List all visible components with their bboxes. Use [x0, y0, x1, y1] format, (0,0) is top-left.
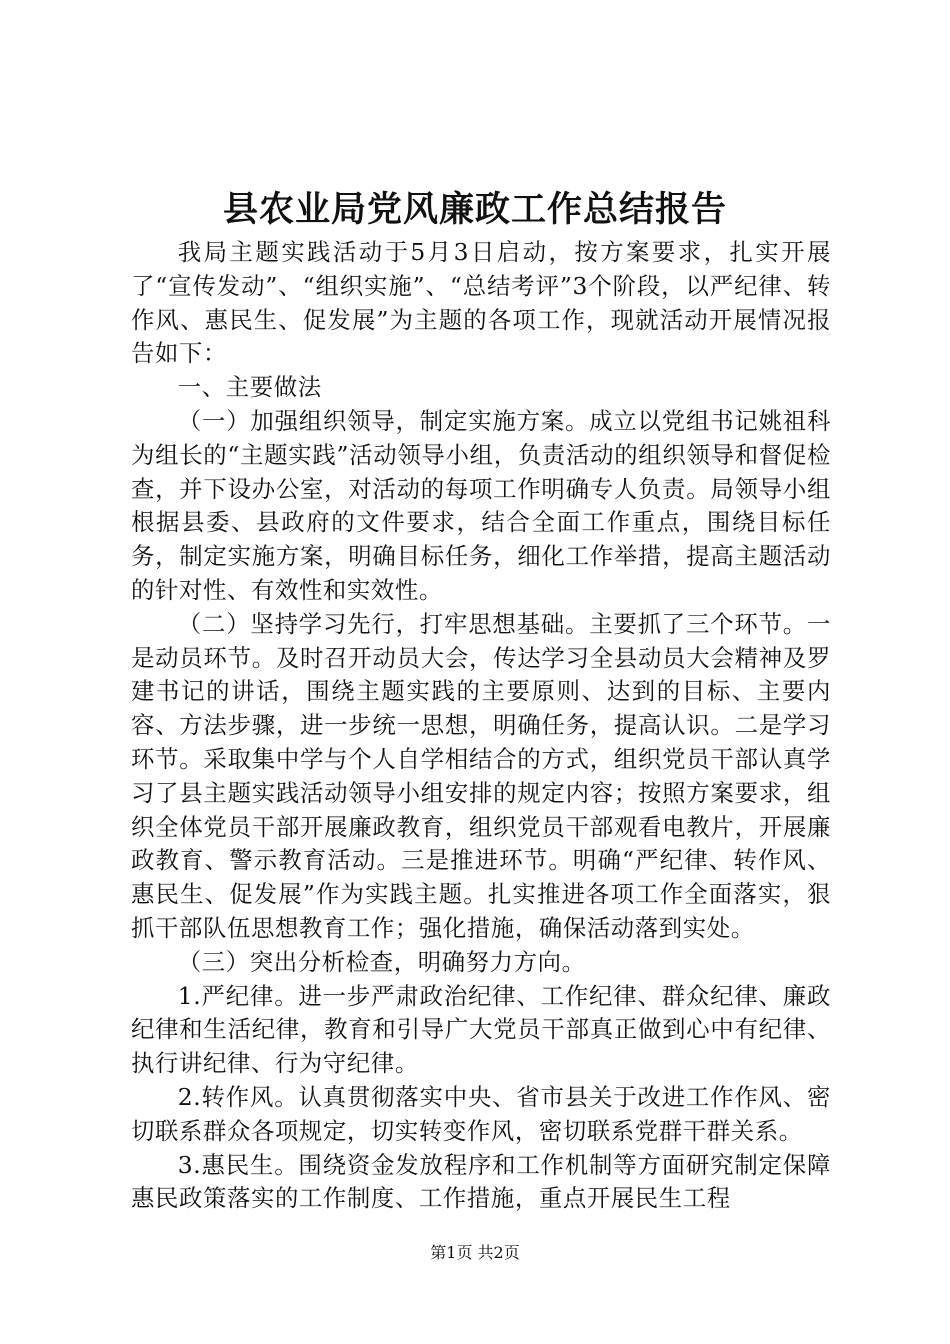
document-body [131, 236, 831, 1216]
paragraph-study-first: （二）坚持学习先行，打牢思想基础。主要抓了三个环节。一是动员环节。及时召开动员大会，传达学习全县动员大会精神及罗建书记的讲话，围绕主题实践的主要原则、达到的目标、主要内容、方法步骤，进一步统一思想，明确任务，提高认识。二是学习环节。采取集中学与个人自学相结合的方式，组织党员干部认真学习了县主题实践活动领导小组安排的规定内容；按照方案要求，组织全体党员干部开展廉政教育，组织党员干部观看电教片，开展廉政教育、警示教育活动。三是推进环节。明确“严纪律、转作风、惠民生、促发展”作为实践主题。扎实推进各项工作全面落实，狠抓干部队伍思想教育工作；强化措施，确保活动落到实处。 [131, 609, 831, 942]
section-heading-main-practices: 一、主要做法 [177, 373, 322, 402]
paragraph-analysis-check: （三）突出分析检查，明确努力方向。 [177, 947, 586, 976]
paragraph-change-style: 2.转作风。认真贯彻落实中央、省市县关于改进工作作风、密切联系群众各项规定，切实转变作风，密切联系党群干群关系。 [131, 1082, 831, 1145]
paragraph-strict-discipline: 1.严纪律。进一步严肃政治纪律、工作纪律、群众纪律、廉政纪律和生活纪律，教育和引导广大党员干部真正做到心中有纪律、执行讲纪律、行为守纪律。 [131, 981, 831, 1078]
document-title: 县农业局党风廉政工作总结报告 [222, 189, 727, 230]
paragraph-benefit-livelihood: 3.惠民生。围绕资金发放程序和工作机制等方面研究制定保障惠民政策落实的工作制度、工作措施，重点开展民生工程 [131, 1150, 831, 1213]
page-footer: 第1页 共2页 [430, 1243, 520, 1262]
intro-paragraph: 我局主题实践活动于5月3日启动，按方案要求，扎实开展了“宣传发动”、“组织实施”、“总结考评”3个阶段，以严纪律、转作风、惠民生、促发展”为主题的各项工作，现就活动开展情况报告如下： [131, 238, 831, 368]
paragraph-organization-leadership: （一）加强组织领导，制定实施方案。成立以党组书记姚祖科为组长的“主题实践”活动领导小组，负责活动的组织领导和督促检查，并下设办公室，对活动的每项工作明确专人负责。局领导小组根据县委、县政府的文件要求，结合全面工作重点，围绕目标任务，制定实施方案，明确目标任务，细化工作举措，提高主题活动的针对性、有效性和实效性。 [131, 406, 831, 604]
